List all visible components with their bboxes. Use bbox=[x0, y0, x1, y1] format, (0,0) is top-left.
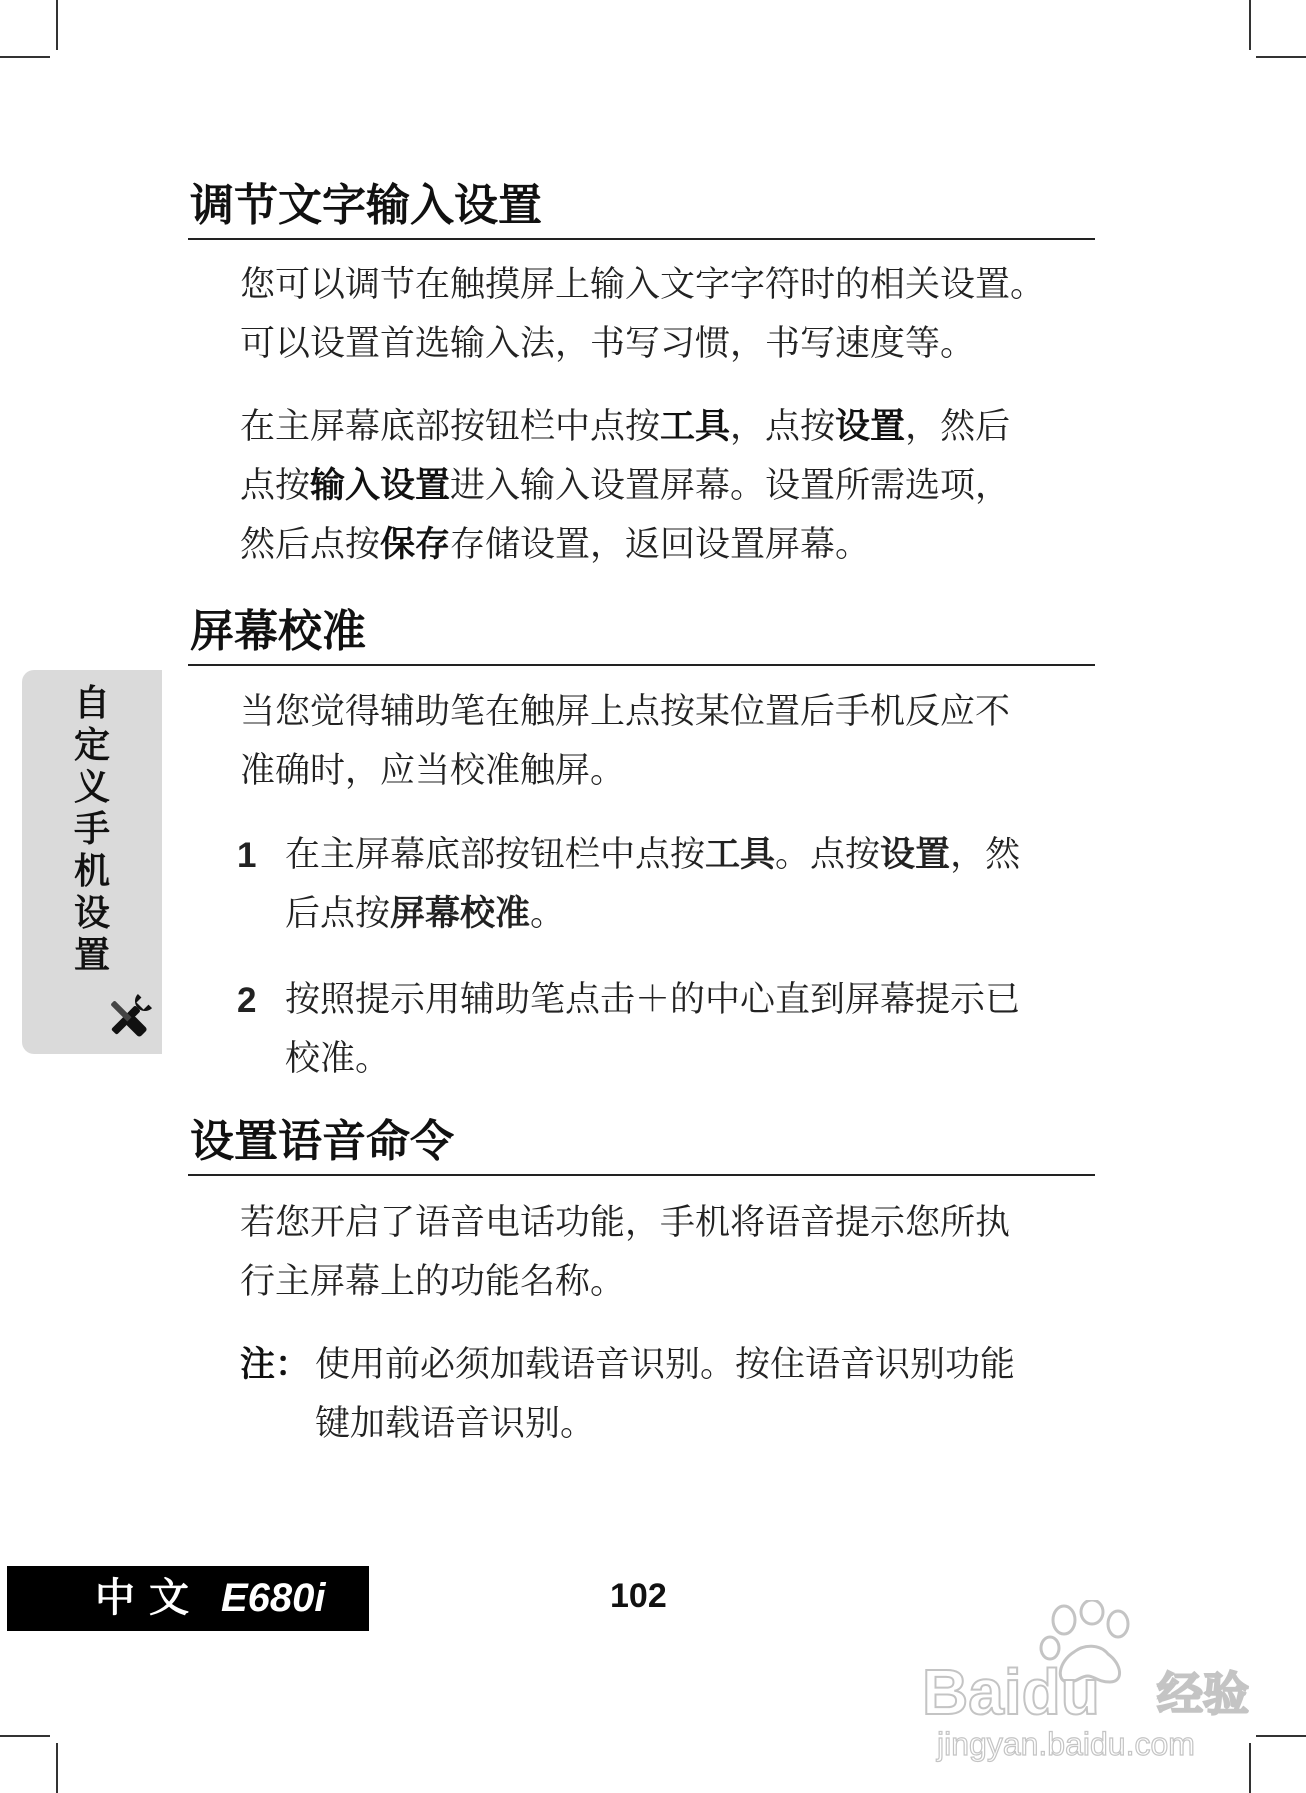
step-number: 2 bbox=[237, 981, 257, 1020]
section-rule bbox=[188, 238, 1095, 240]
watermark-suffix: 经验 bbox=[1157, 1667, 1249, 1721]
step-number: 1 bbox=[237, 836, 257, 875]
section-rule bbox=[188, 664, 1095, 666]
text-line: 可以设置首选输入法，书写习惯，书写速度等。 bbox=[240, 324, 976, 364]
text-line: 当您觉得辅助笔在触屏上点按某位置后手机反应不 bbox=[240, 692, 1011, 732]
text-line: 若您开启了语音电话功能，手机将语音提示您所执 bbox=[240, 1203, 1011, 1243]
crop-mark-bottom-left-vertical bbox=[56, 1743, 58, 1793]
crop-mark-bottom-right-horizontal bbox=[1256, 1735, 1306, 1737]
paragraph-calibration-intro bbox=[240, 683, 1100, 801]
chapter-char: 义 bbox=[73, 766, 110, 808]
footer-model: E680i bbox=[221, 1576, 326, 1620]
baidu-jingyan-watermark bbox=[922, 1594, 1249, 1764]
crop-mark-bottom-right-vertical bbox=[1249, 1743, 1251, 1793]
bold-term-screen-calibration: 屏幕校准 bbox=[390, 894, 531, 934]
crop-mark-top-left-vertical bbox=[56, 0, 58, 50]
text-line: 在主屏幕底部按钮栏中点按工具。点按设置，然 bbox=[285, 835, 1021, 875]
text-line: 在主屏幕底部按钮栏中点按工具，点按设置，然后 bbox=[240, 407, 1011, 447]
paragraph-input-settings-steps bbox=[240, 398, 1100, 575]
crop-mark-top-right-vertical bbox=[1249, 0, 1251, 50]
text-line: 校准。 bbox=[285, 1039, 391, 1079]
watermark-url: jingyan.baidu.com bbox=[937, 1726, 1195, 1762]
text-line: 键加载语音识别。 bbox=[315, 1404, 596, 1444]
bold-term-input-settings: 输入设置 bbox=[310, 466, 451, 506]
footer-language: 中文 bbox=[95, 1575, 203, 1621]
text-line: 按照提示用辅助笔点击＋的中心直到屏幕提示已 bbox=[285, 980, 1021, 1020]
bold-term-save: 保存 bbox=[380, 525, 451, 565]
chapter-char: 定 bbox=[73, 724, 110, 766]
chapter-char: 机 bbox=[73, 850, 110, 892]
section-heading-screen-calibration: 屏幕校准 bbox=[190, 606, 366, 657]
bold-term-tools: 工具 bbox=[660, 407, 731, 447]
bold-term-settings: 设置 bbox=[835, 407, 906, 447]
chapter-char: 自 bbox=[73, 682, 110, 724]
text-line: 准确时，应当校准触屏。 bbox=[240, 751, 626, 791]
text-line: 后点按屏幕校准。 bbox=[285, 894, 566, 934]
bold-term-settings: 设置 bbox=[880, 835, 951, 875]
crop-mark-bottom-left-horizontal bbox=[0, 1735, 50, 1737]
chapter-char: 置 bbox=[73, 934, 110, 976]
page-number: 102 bbox=[610, 1577, 667, 1615]
text-line: 然后点按保存存储设置，返回设置屏幕。 bbox=[240, 525, 871, 565]
list-item-step-2 bbox=[237, 971, 1097, 1089]
text-line: 行主屏幕上的功能名称。 bbox=[240, 1262, 626, 1302]
text-line: 您可以调节在触摸屏上输入文字字符时的相关设置。 bbox=[240, 265, 1046, 305]
chapter-title-vertical bbox=[22, 682, 162, 976]
wrench-icon bbox=[100, 990, 156, 1046]
crop-mark-top-right-horizontal bbox=[1256, 56, 1306, 58]
chapter-char: 设 bbox=[73, 892, 110, 934]
section-heading-voice-commands: 设置语音命令 bbox=[190, 1116, 454, 1167]
section-rule bbox=[188, 1174, 1095, 1176]
chapter-side-tab bbox=[22, 670, 162, 1054]
paragraph-voice-commands-intro bbox=[240, 1194, 1100, 1312]
list-item-step-1 bbox=[237, 826, 1097, 944]
section-heading-text-input-settings: 调节文字输入设置 bbox=[190, 180, 542, 231]
note-label: 注： bbox=[240, 1345, 311, 1385]
bold-term-tools: 工具 bbox=[705, 835, 776, 875]
paragraph-input-settings-intro bbox=[240, 256, 1100, 374]
watermark-brand: Baidu bbox=[922, 1656, 1100, 1728]
chapter-char: 手 bbox=[73, 808, 110, 850]
note-block bbox=[240, 1336, 1100, 1454]
text-line: 使用前必须加载语音识别。按住语音识别功能 bbox=[315, 1345, 1016, 1385]
footer-brand-box bbox=[7, 1566, 369, 1631]
text-line: 点按输入设置进入输入设置屏幕。设置所需选项， bbox=[240, 466, 1011, 506]
crop-mark-top-left-horizontal bbox=[0, 56, 50, 58]
